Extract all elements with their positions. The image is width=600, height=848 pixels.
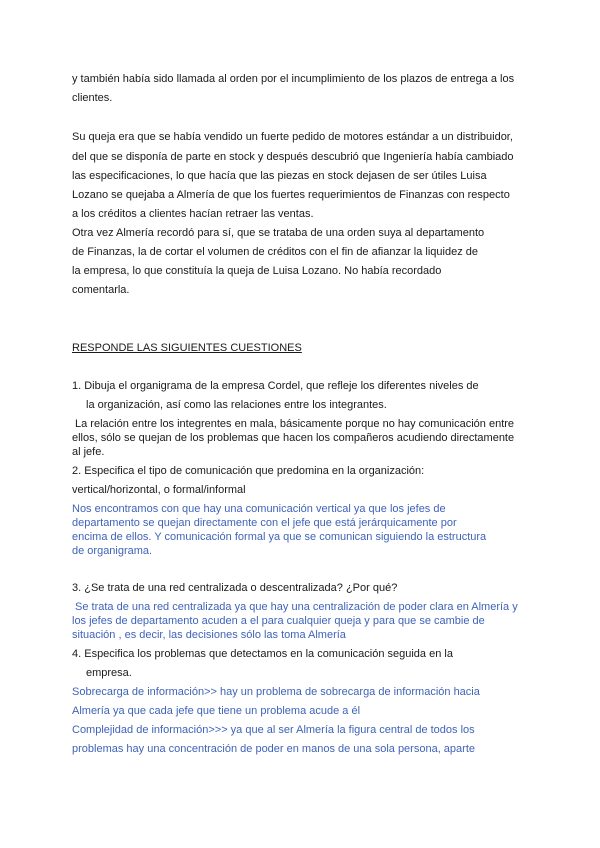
answer-1: al jefe. [72,446,105,458]
paragraph-line: y también había sido llamada al orden por el incumplimiento de los plazos de entrega a los [72,73,515,85]
answer-2: Nos encontramos con que hay una comunicación vertical ya que los jefes de [72,503,446,515]
answer-2: de organigrama. [72,545,153,557]
answer-4: Sobrecarga de información>> hay un problema de sobrecarga de información hacia [72,686,480,698]
section-title: RESPONDE LAS SIGUIENTES CUESTIONES [72,342,302,354]
paragraph-line: de Finanzas, la de cortar el volumen de créditos con el fin de afianzar la liquidez de [72,246,479,258]
answer-1: La relación entre los integrentes en mala, básicamente porque no hay comunicación entre [75,418,515,430]
question-4: empresa. [86,667,132,679]
paragraph-line: Su queja era que se había vendido un fuerte pedido de motores estándar a un distribuidor, [72,131,513,143]
question-1: 1. Dibuja el organigrama de la empresa Cordel, que refleje los diferentes niveles de [72,380,479,392]
answer-4: Complejidad de información>>> ya que al ser Almería la figura central de todos los [72,724,475,736]
answer-2: encima de ellos. Y comunicación formal ya que se comunican siguiendo la estructura [72,531,487,543]
paragraph-line: comentarla. [72,284,130,296]
paragraph-line: la empresa, lo que constituía la queja de Luisa Lozano. No había recordado [72,265,442,277]
answer-3: situación , es decir, las decisiones sólo las toma Almería [72,629,346,641]
paragraph-line: las especificaciones, lo que hacía que las piezas en stock dejasen de ser útiles Luisa [72,170,487,182]
paragraph-line: clientes. [72,92,113,104]
paragraph-line: Otra vez Almería recordó para sí, que se trataba de una orden suya al departamento [72,227,485,239]
answer-3: los jefes de departamento acuden a el para cualquier queja y para que se cambie de [72,615,485,627]
answer-4: Almería ya que cada jefe que tiene un problema acude a él [72,705,361,717]
answer-2: departamento se quejan directamente con el jefe que está jerárquicamente por [72,517,457,529]
paragraph-line: Lozano se quejaba a Almería de que los fuertes requerimientos de Finanzas con respecto [72,189,510,201]
question-1: la organización, así como las relaciones entre los integrantes. [86,399,387,411]
answer-1: ellos, sólo se quejan de los problemas que hacen los compañeros acudiendo directamente [72,432,515,444]
paragraph-line: del que se disponía de parte en stock y después descubrió que Ingeniería había cambiado [72,151,514,163]
question-4: 4. Especifica los problemas que detectamos en la comunicación seguida en la [72,648,453,660]
answer-3: Se trata de una red centralizada ya que hay una centralización de poder clara en Almería y [75,601,518,613]
answer-4: problemas hay una concentración de poder en manos de una sola persona, aparte [72,743,475,755]
paragraph-line: a los créditos a clientes hacían retraer las ventas. [72,208,314,220]
question-2: 2. Especifica el tipo de comunicación que predomina en la organización: [72,465,425,477]
question-2: vertical/horizontal, o formal/informal [72,484,246,496]
question-3: 3. ¿Se trata de una red centralizada o descentralizada? ¿Por qué? [72,582,398,594]
